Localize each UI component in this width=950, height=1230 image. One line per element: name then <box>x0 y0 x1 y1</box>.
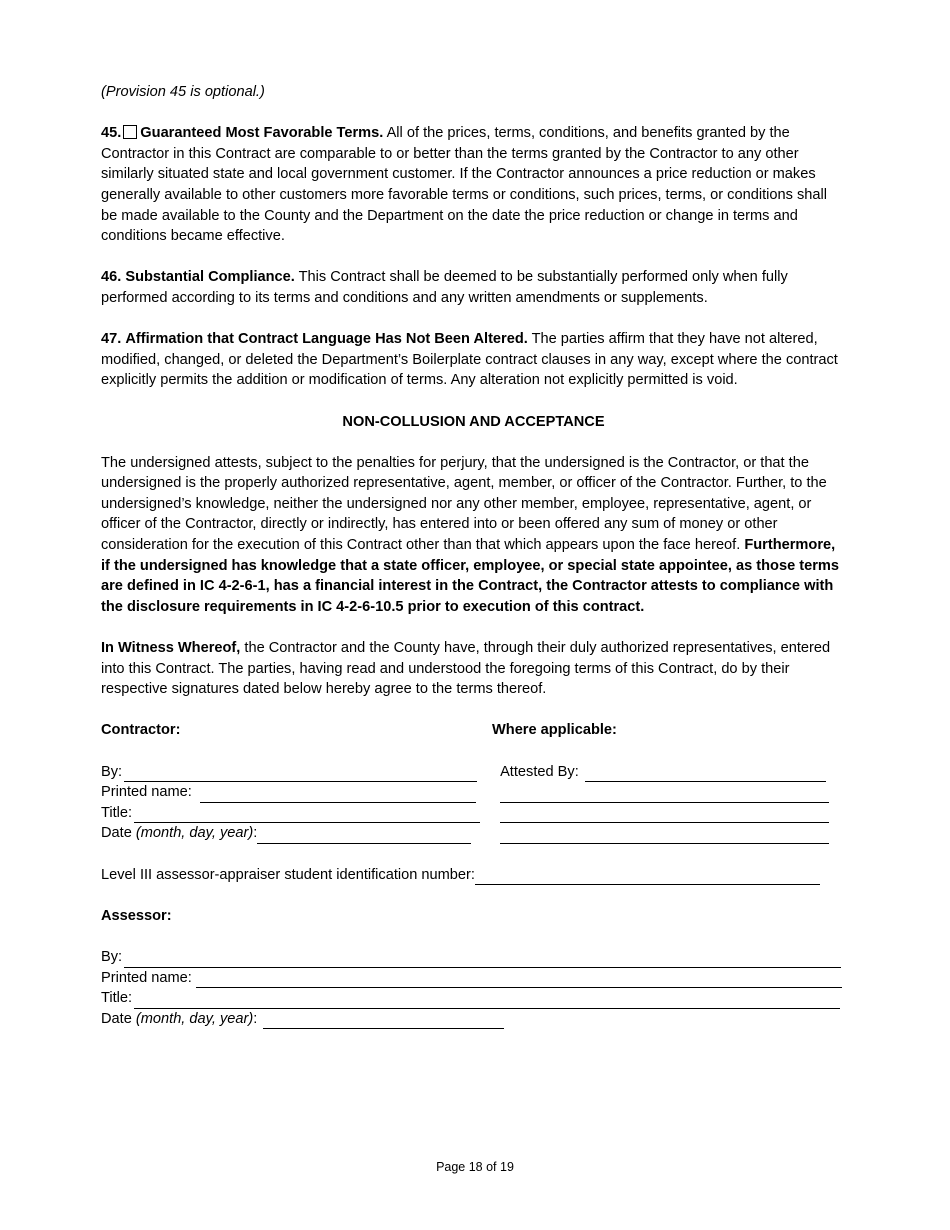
assessor-date-format: (month, day, year) <box>135 1010 254 1027</box>
provision-note: (Provision 45 is optional.) <box>101 84 265 100</box>
section-47-number: 47. <box>101 331 122 348</box>
student-id-row <box>101 865 846 886</box>
attestation-text: The undersigned attests, subject to the penalties for perjury, that the undersigned is the Contractor, or that the undersigned is the properly authorized representative, agent, member, or officer of the Contractor. Further, to the undersigned’s knowledge, neither the undersigned nor any other member, employee, representative, agent, or officer of the Contractor, directly or indirectly, has entered into or been offered any sum of money or other consideration for the execution of this Contract other than that which appears upon the face hereof. <box>101 454 827 554</box>
contractor-printed-name-line[interactable] <box>200 787 476 803</box>
attestation-bold-text: Furthermore, if the undersigned has knowledge that a state officer, employee, or special state appointee, as those terms are defined in IC 4-2-6-1, has a financial interest in the Contract, the Contractor attests to compliance with the disclosure requirements in IC 4-2-6-10.5 prior to execution of this contract. <box>101 537 840 615</box>
assessor-date-label: Date <box>101 1010 132 1027</box>
section-46-title: Substantial Compliance. <box>125 269 295 286</box>
contractor-heading: Contractor: <box>101 722 181 739</box>
attested-by-label: Attested By: <box>500 763 579 780</box>
section-46-number: 46. <box>101 269 122 286</box>
page-footer: Page 18 of 19 <box>436 1160 514 1174</box>
assessor-printed-name-line[interactable] <box>196 972 842 988</box>
attested-date-line[interactable] <box>500 828 829 844</box>
assessor-heading: Assessor: <box>101 907 172 924</box>
section-46 <box>101 267 846 308</box>
section-47-text: The parties affirm that they have not altered, modified, changed, or deleted the Department’s Boilerplate contract clauses in any way, except where the contract explicitly permits the addition or modification of terms. Any alteration not explicitly permitted is void. <box>101 331 838 389</box>
contractor-by-line[interactable] <box>124 766 477 782</box>
contractor-date-label: Date <box>101 825 132 842</box>
section-47-title: Affirmation that Contract Language Has Not Been Altered. <box>125 331 528 348</box>
witness-text: the Contractor and the County have, through their duly authorized representatives, entered into this Contract. The parties, having read and understood the foregoing terms of this Contract, do by their respective signatures dated below hereby agree to the terms thereof. <box>101 640 831 698</box>
witness-bold: In Witness Whereof, <box>101 640 241 657</box>
assessor-date-colon: : <box>253 1010 258 1027</box>
assessor-by-line[interactable] <box>124 952 841 968</box>
contractor-signature-block <box>101 762 846 844</box>
assessor-title-line[interactable] <box>134 993 840 1009</box>
section-47 <box>101 329 846 391</box>
where-applicable-heading: Where applicable: <box>492 722 617 739</box>
attested-by-line[interactable] <box>585 766 826 782</box>
witness-paragraph <box>101 638 846 700</box>
assessor-date-line[interactable] <box>263 1013 504 1029</box>
signature-headings <box>101 720 846 741</box>
section-46-text: This Contract shall be deemed to be substantially performed only when fully performed according to its terms and conditions and any written amendments or supplements. <box>101 269 788 306</box>
section-45-checkbox[interactable] <box>123 125 137 139</box>
contractor-date-colon: : <box>253 825 258 842</box>
section-45-number: 45. <box>101 125 122 142</box>
assessor-heading-row <box>101 906 846 927</box>
assessor-signature-block <box>101 947 846 1029</box>
section-45-title: Guaranteed Most Favorable Terms. <box>140 125 384 142</box>
student-id-label: Level III assessor-appraiser student identification number: <box>101 866 475 883</box>
student-id-line[interactable] <box>475 869 820 885</box>
section-45 <box>101 123 846 247</box>
contractor-printed-name-label: Printed name: <box>101 784 192 801</box>
contractor-date-format: (month, day, year) <box>135 825 254 842</box>
contractor-date-line[interactable] <box>257 828 471 844</box>
contractor-title-label: Title: <box>101 804 133 821</box>
contractor-by-label: By: <box>101 763 123 780</box>
attested-printed-name-line[interactable] <box>500 787 829 803</box>
contractor-title-line[interactable] <box>134 807 480 823</box>
attested-title-line[interactable] <box>500 807 829 823</box>
assessor-printed-name-label: Printed name: <box>101 969 192 986</box>
assessor-by-label: By: <box>101 948 123 965</box>
assessor-title-label: Title: <box>101 990 133 1007</box>
attestation-paragraph <box>101 453 846 618</box>
section-45-text: All of the prices, terms, conditions, and benefits granted by the Contractor in this Contract are comparable to or better than the terms granted by the Contractor to any other similarly situated state and local government customer. If the Contractor announces a price reduction or makes generally available to other customers more favorable terms or conditions, such prices, terms, or conditions shall be made available to the County and the Department on the date the price reduction or change in terms and conditions became effective. <box>101 125 827 245</box>
document-page <box>101 82 846 1029</box>
non-collusion-heading: NON-COLLUSION AND ACCEPTANCE <box>342 413 605 430</box>
